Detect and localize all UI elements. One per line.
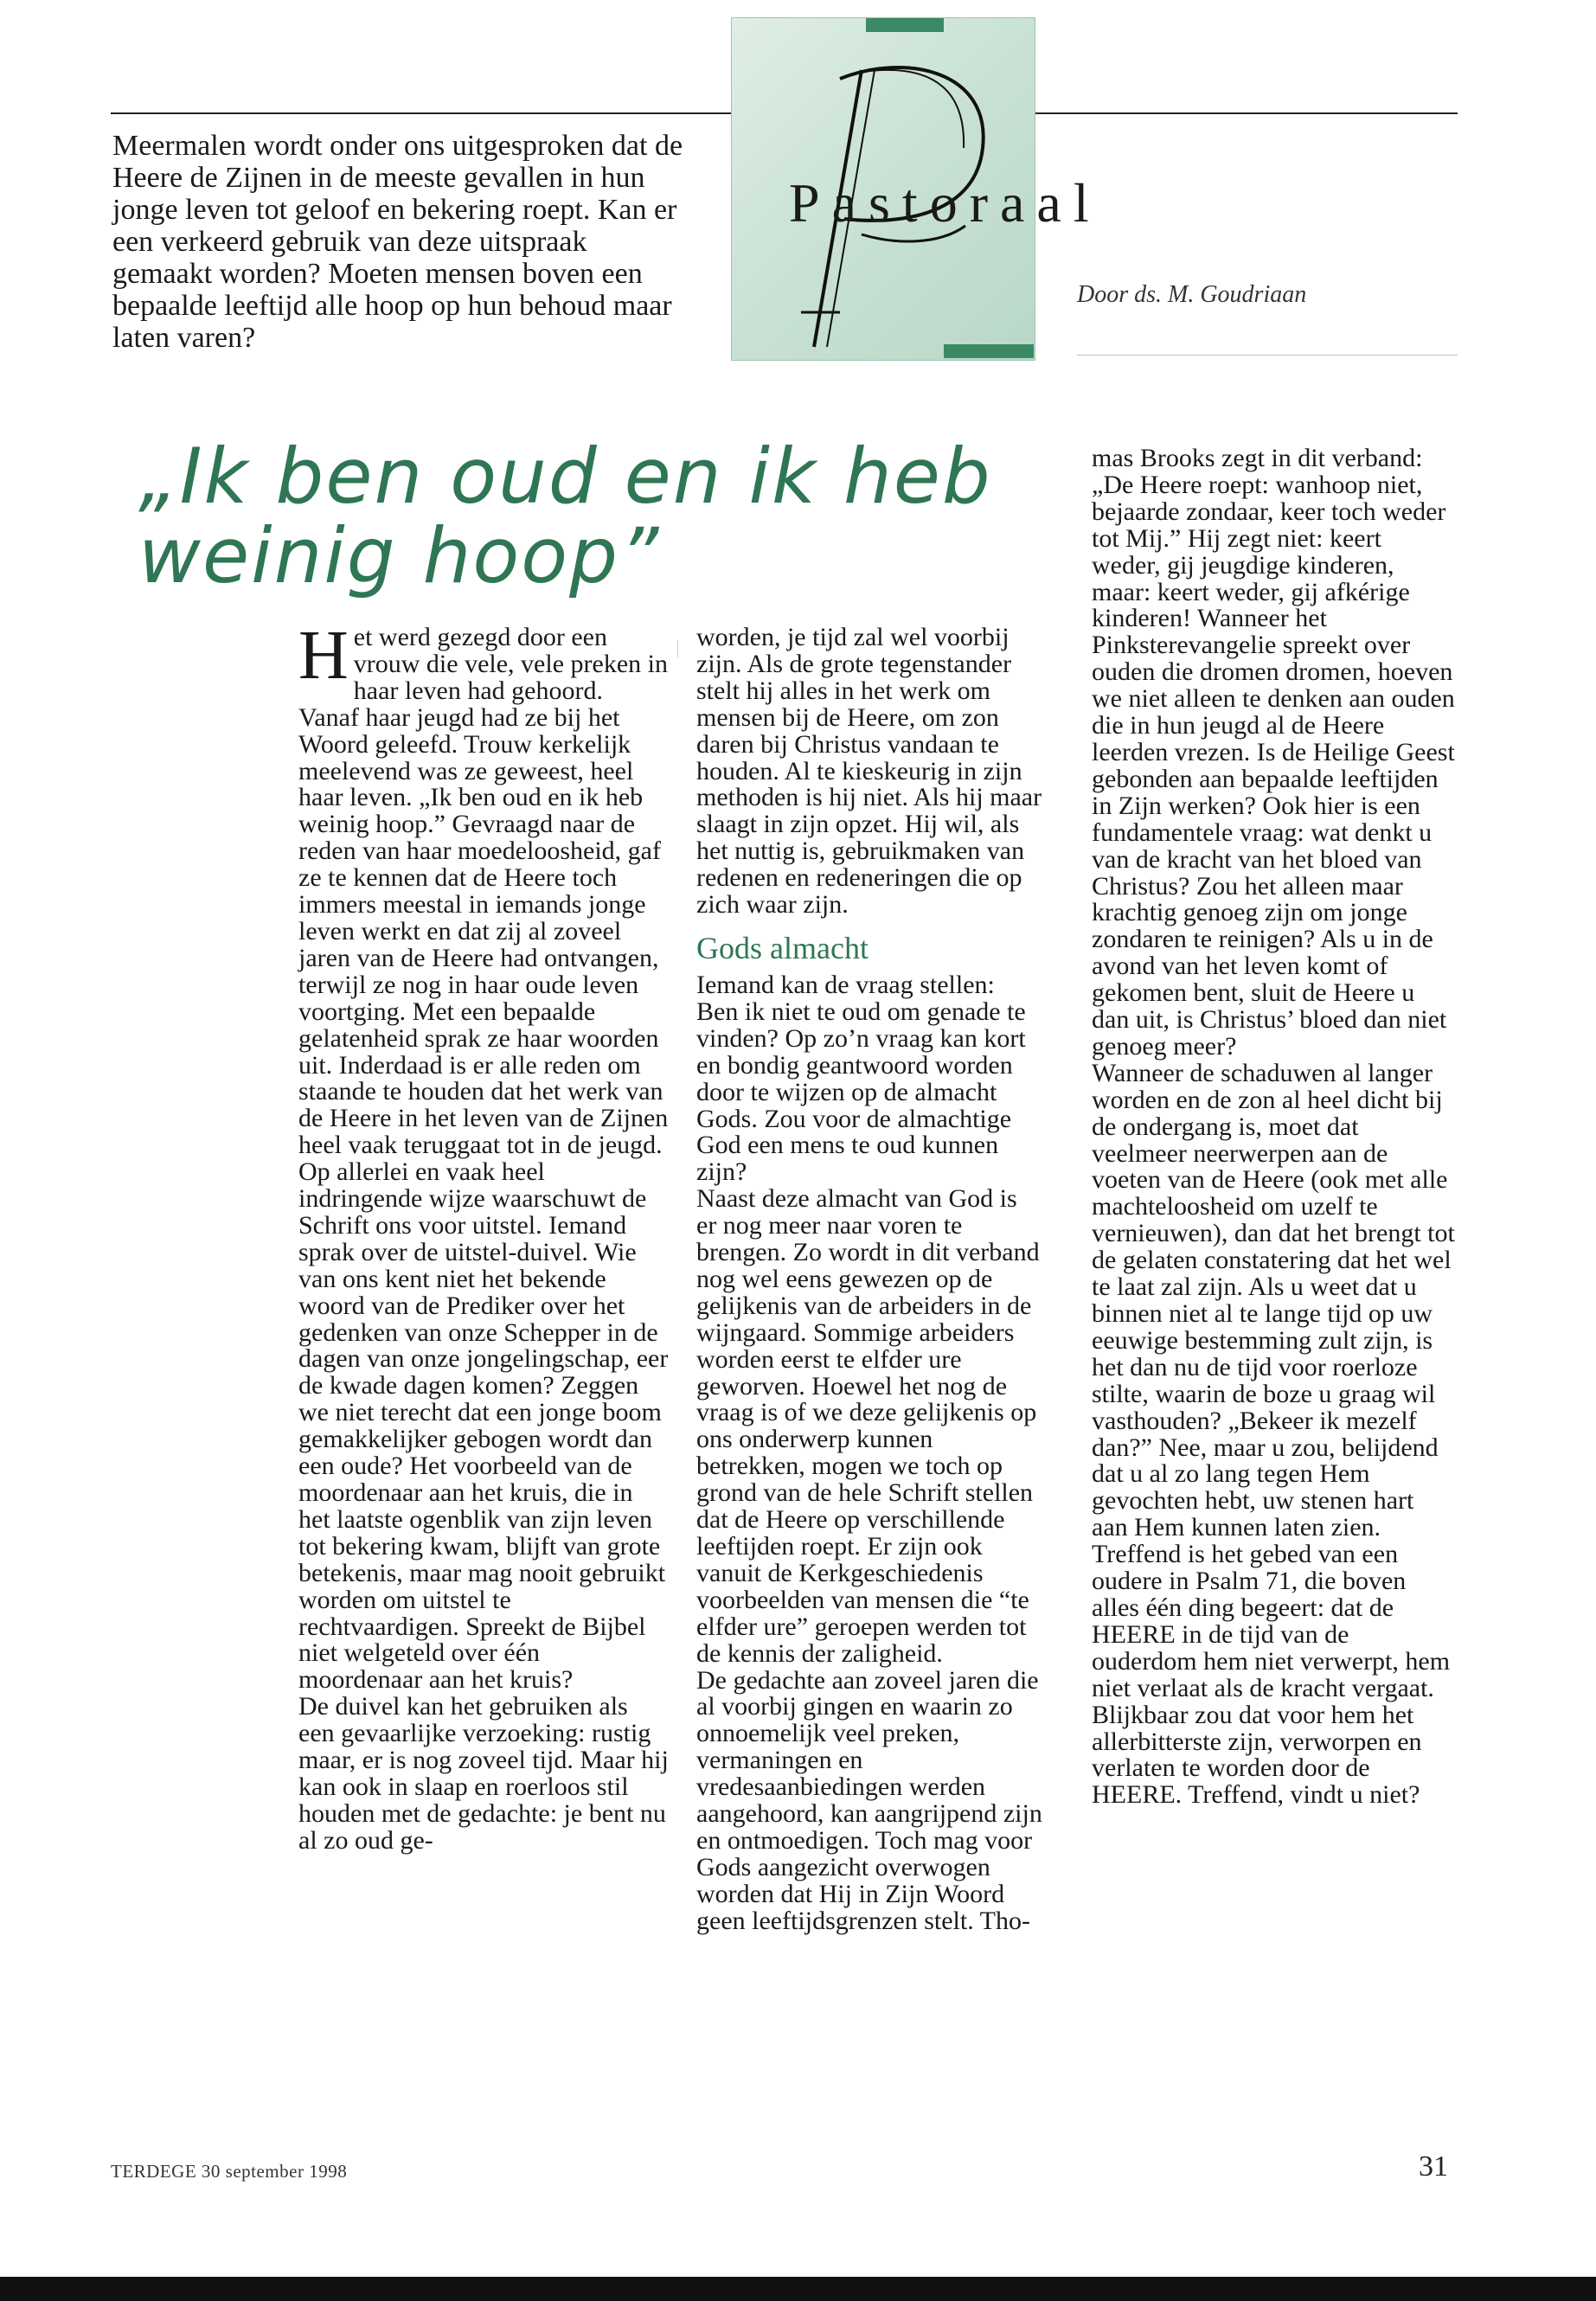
column-divider	[677, 640, 678, 657]
column-1	[298, 618, 669, 1855]
column-2	[696, 625, 1042, 1935]
article-title: „Ik ben oud en ik heb weinig hoop”	[138, 432, 992, 600]
top-rule-right	[1034, 112, 1458, 114]
author-byline: Door ds. M. Goudriaan	[1077, 281, 1307, 308]
paragraph: Wanneer de schaduwen al langer worden en de zon al heel dicht bij de ondergang is, moet dat veelmeer neerwerpen aan de voeten van de Heere (ook met alle machteloosheid om uzelf te vernieuwen), dan dat het brengt tot de gelaten constatering dat het wel te laat zal zijn. Als u weet dat u binnen niet al te lange tijd op uw eeuwige bestemming zult zijn, is het dan nu de tijd voor roerloze stilte, waarin de boze u graag wil vasthouden? „Bekeer ik mezelf dan?” Nee, maar u zou, belijdend dat u al zo lang tegen Hem gevochten hebt, uw stenen hart aan Hem kunnen laten zien.	[1092, 1058, 1455, 1542]
paragraph-text: et werd gezegd door een vrouw die vele, vele preken in haar leven had gehoord. Vanaf haar jeugd had ze bij het Woord geleefd. Trouw kerkelijk meelevend was ze geweest, heel haar leven. „Ik ben oud en ik heb weinig hoop.” Gevraagd naar de reden van haar moedeloosheid, gaf ze te kennen dat de Heere toch immers meestal in iemands jonge leven werkt en dat zij al zoveel jaren van de Heere had ontvangen, terwijl ze nog in haar oude leven voortging. Met een bepaalde gelatenheid sprak ze haar woorden uit. Inderdaad is er alle reden om staande te houden dat het werk van de Heere in het leven van de Zijnen heel vaak teruggaat tot in de jeugd. Op allerlei en vaak heel indringende wijze waarschuwt de Schrift ons voor uitstel. Iemand sprak over de uitstel-duivel. Wie van ons kent niet het bekende woord van de Prediker over het gedenken van onze Schepper in de dagen van onze jongelingschap, eer de kwade dagen komen? Zeggen we niet terecht dat een jonge boom gemakkelijker gebogen wordt dan een oude? Het voorbeeld van de moordenaar aan het kruis, die in het laatste ogenblik van zijn leven tot bekering kwam, blijft van grote betekenis, maar mag nooit gebruikt worden om uitstel te rechtvaardigen. Spreekt de Bijbel niet welgeteld over één moordenaar aan het kruis?	[298, 623, 669, 1695]
paragraph: De duivel kan het gebruiken als een gevaarlijke verzoeking: rustig maar, er is nog zoveel tijd. Maar hij kan ook in slaap en roerloos stil houden met de gedachte: je bent nu al zo oud ge-	[298, 1692, 669, 1855]
subheading: Gods almacht	[696, 930, 869, 965]
intro-text: Meermalen wordt onder ons uitgesproken dat de Heere de Zijnen in de meeste gevallen in hun jonge leven tot geloof en bekering roept. Kan er een verkeerd gebruik van deze uitspraak gemaakt worden? Moeten mensen boven een bepaalde leeftijd alle hoop op hun behoud maar laten varen?	[112, 130, 683, 354]
paragraph: Naast deze almacht van God is er nog meer naar voren te brengen. Zo wordt in dit verband nog wel eens gewezen op de gelijkenis van de arbeiders in de wijngaard. Sommige arbeiders worden eerst te elfder ure geworven. Hoewel het nog de vraag is of we deze gelijkenis op ons onderwerp kunnen betrekken, mogen we toch op grond van de hele Schrift stellen dat de Heere op verschillende leeftijden roept. Er zijn ook vanuit de Kerkgeschiedenis voorbeelden van mensen die “te elfder ure” geroepen werden tot de kennis der zaligheid.	[696, 1184, 1040, 1668]
paragraph: Treffend is het gebed van een oudere in Psalm 71, die boven alles één ding begeert: dat de HEERE in de tijd van de ouderdom hem niet verwerpt, hem niet verlaat als de kracht vergaat. Blijkbaar zou dat voor hem het allerbitterste zijn, verworpen en verlaten te worden door de HEERE. Treffend, vindt u niet?	[1092, 1540, 1451, 1810]
paragraph: De gedachte aan zoveel jaren die al voorbij gingen en waarin zo onnoemelijk veel preken, vermaningen en vredesaanbiedingen werden aangehoord, kan aangrijpend zijn en ontmoedigen. Toch mag voor Gods aangezicht overwogen worden dat Hij in Zijn Woord geen leeftijdsgrenzen stelt. Tho-	[696, 1665, 1042, 1935]
section-name: Pastoraal	[789, 172, 1101, 234]
paragraph	[298, 618, 669, 1695]
drop-cap: H	[298, 618, 349, 694]
bottom-edge-bar	[0, 2277, 1596, 2301]
column-3	[1092, 445, 1455, 1809]
paragraph: worden, je tijd zal wel voorbij zijn. Als de grote tegenstander stelt hij alles in het werk om mensen bij de Heere, om zon daren bij Christus vandaan te houden. Al te kieskeurig in zijn methoden is hij niet. Als hij maar slaagt in zijn opzet. Hij wil, als het nuttig is, gebruikmaken van redenen en redeneringen die op zich waar zijn.	[696, 623, 1042, 920]
publication-footer: TERDEGE 30 september 1998	[111, 2161, 348, 2182]
author-rule	[1077, 355, 1458, 356]
paragraph: mas Brooks zegt in dit verband: „De Heere roept: wanhoop niet, bejaarde zondaar, keer toch weder tot Mij.” Hij zegt niet: keert weder, gij jeugdige kinderen, maar: keert weder, gij afkérige kinderen! Wanneer het Pinksterevangelie spreekt over ouden die dromen dromen, hoeven we niet alleen te denken aan ouden die in hun jeugd al de Heere leerden vrezen. Is de Heilige Geest gebonden aan bepaalde leeftijden in Zijn werken? Ook hier is een fundamentele vraag: wat denkt u van de kracht van het bloed van Christus? Zou het alleen maar krachtig genoeg zijn om jonge zondaren te reinigen? Als u in de avond van het leven komt of gekomen bent, sluit de Heere u dan uit, is Christus’ bloed dan niet genoeg meer?	[1092, 444, 1455, 1061]
intro-paragraph	[112, 130, 683, 354]
top-rule-left	[111, 112, 732, 114]
page-number: 31	[1419, 2150, 1448, 2182]
paragraph: Iemand kan de vraag stellen: Ben ik niet te oud om genade te vinden? Op zo’n vraag kan kort en bondig geantwoord worden door te wijzen op de almacht Gods. Zou voor de almachtige God een mens te oud kunnen zijn?	[696, 970, 1026, 1187]
